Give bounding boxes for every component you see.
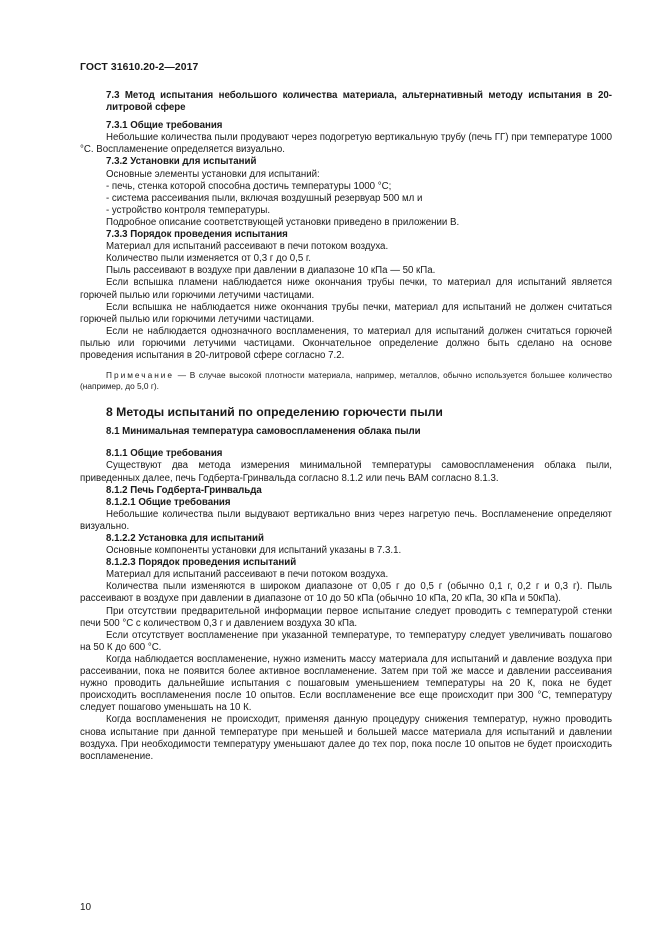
paragraph: Количества пыли изменяются в широком диапазоне от 0,05 г до 0,5 г (обычно 0,1 г, 0,2 г и 0,3 г). Пыль рассеивают в воздухе при давлении в диапазоне от 10 до 50 кПа (обычно 10 кПа, 20 кПа, 30 кПа и 50кПа).	[80, 581, 612, 605]
paragraph: Если вспышка пламени наблюдается ниже окончания трубы печки, то материал для испытаний является горючей пылью или горючими летучими частицами.	[80, 277, 612, 301]
paragraph: Материал для испытаний рассеивают в печи потоком воздуха.	[106, 569, 389, 581]
document-header: ГОСТ 31610.20-2—2017	[80, 62, 199, 73]
paragraph: Когда наблюдается воспламенение, нужно изменить массу материала для испытаний и давление воздуха при рассеивании, пока не появится более активное воспламенение. Затем при той же массе и давлении рассеивания нужно проводить дальнейшие испытания с пошаговым уменьшением температуры на 20 К, пока не будет происходить воспламенения после 10 опытов. Если воспламенение все еще происходит при 300 °С, температуру следует пошагово уменьшать на 10 К.	[80, 653, 612, 714]
clause-8-1-2-heading: 8.1.2 Печь Годберта-Гринвальда	[106, 484, 262, 496]
note-label: Примечание	[106, 370, 175, 381]
clause-7-3-3-heading: 7.3.3 Порядок проведения испытания	[106, 229, 288, 241]
paragraph: Небольшие количества пыли выдувают вертикально вниз через нагретую печь. Воспламенение определяют визуально.	[80, 508, 612, 532]
paragraph: Подробное описание соответствующей установки приведено в приложении В.	[106, 216, 460, 228]
paragraph: Существуют два метода измерения минимальной температуры самовоспламенения облака пыли, приведенных далее, печь Годберта-Гринвальда согласно 8.1.2 или печь ВАМ согласно 8.1.3.	[80, 460, 612, 484]
list-item: - устройство контроля температуры.	[106, 204, 271, 216]
paragraph: Если отсутствует воспламенение при указанной температуре, то температуру следует увеличивать пошагово на 50 К до 600 °С.	[80, 629, 612, 653]
list-item: - печь, стенка которой способна достичь температуры 1000 °С;	[106, 180, 392, 192]
paragraph: Пыль рассеивают в воздухе при давлении в диапазоне 10 кПа — 50 кПа.	[106, 265, 436, 277]
clause-8-1-2-1-heading: 8.1.2.1 Общие требования	[106, 496, 231, 508]
clause-8-1-2-2-heading: 8.1.2.2 Установка для испытаний	[106, 533, 264, 544]
paragraph: Материал для испытаний рассеивают в печи потоком воздуха.	[106, 241, 389, 253]
paragraph: Небольшие количества пыли продувают через подогретую вертикальную трубу (печь ГГ) при температуре 1000 °С. Воспламенение определяется визуально.	[80, 132, 612, 156]
paragraph: Основные компоненты установки для испытаний указаны в 7.3.1.	[106, 545, 402, 557]
paragraph: Когда воспламенения не происходит, применяя данную процедуру снижения температур, нужно проводить снова испытание при данной температуре при меньшей и большей массе материала для испытаний и давлении воздуха. При необходимости температуру уменьшают далее до тех пор, пока после 10 опытов не будет происходить воспламенение.	[80, 714, 612, 762]
section-8-heading: 8 Методы испытаний по определению горючести пыли	[106, 405, 443, 420]
clause-7-3-2-heading: 7.3.2 Установки для испытаний	[106, 156, 257, 168]
list-item: - система рассеивания пыли, включая воздушный резервуар 500 мл и	[106, 192, 423, 204]
paragraph: Если вспышка не наблюдается ниже окончания трубы печки, материал для испытаний не должен считаться горючей пылью или горючими летучими частицами.	[80, 301, 612, 325]
clause-8-1-1-heading: 8.1.1 Общие требования	[106, 448, 223, 460]
document-body	[80, 90, 612, 763]
clause-8-1-heading: 8.1 Минимальная температура самовоспламенения облака пыли	[106, 426, 421, 438]
clause-8-1-2-3-heading: 8.1.2.3 Порядок проведения испытаний	[106, 557, 297, 569]
note	[80, 370, 612, 391]
clause-7-3-1-heading: 7.3.1 Общие требования	[106, 120, 223, 132]
paragraph: При отсутствии предварительной информации первое испытание следует проводить с температурой стенки печи 500 °С с количеством 0,3 г и давлением воздуха 30 кПа.	[80, 605, 612, 629]
paragraph: Основные элементы установки для испытаний:	[106, 168, 320, 180]
note-text: — В случае высокой плотности материала, например, металлов, обычно используется большее количество (например, до 5,0 г).	[80, 370, 612, 391]
clause-7-3-heading: 7.3 Метод испытания небольшого количества материала, альтернативный методу испытания в 20-литровой сфере	[106, 90, 612, 114]
paragraph: Количество пыли изменяется от 0,3 г до 0,5 г.	[106, 253, 311, 265]
page-number: 10	[80, 902, 92, 913]
paragraph: Если не наблюдается однозначного воспламенения, то материал для испытаний должен считаться горючей пылью или горючими летучими частицами. Окончательное определение должно быть сделано на основе проведения испытания в 20-литровой сфере согласно 7.2.	[80, 325, 612, 361]
